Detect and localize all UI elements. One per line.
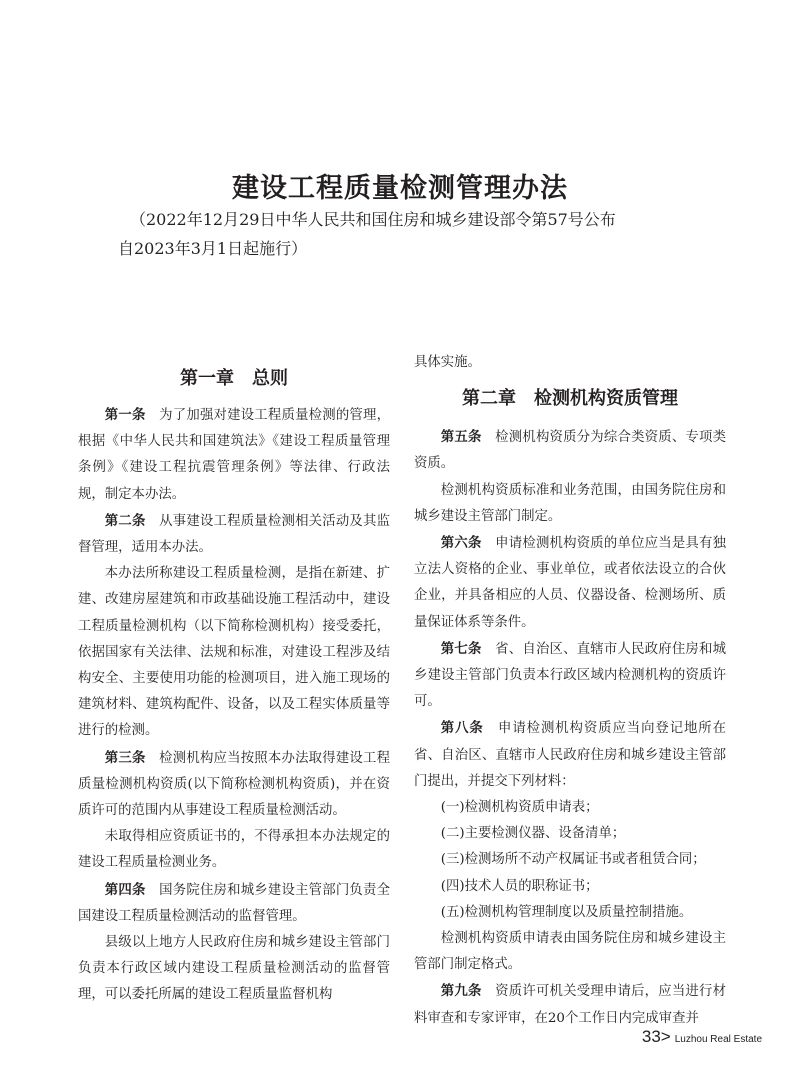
article-paragraph bbox=[414, 978, 726, 1031]
article-paragraph: 县级以上地方人民政府住房和城乡建设主管部门负责本行政区域内建设工程质量检测活动的监督管理，可以委托所属的建设工程质量监督机构 bbox=[78, 935, 390, 1003]
list-item: (三)检测场所不动产权属证书或者租赁合同； bbox=[440, 852, 706, 868]
article-label: 第九条 bbox=[440, 983, 482, 1000]
right-column bbox=[414, 350, 726, 1032]
article-label: 第二条 bbox=[104, 512, 146, 529]
article-label: 第三条 bbox=[104, 749, 146, 766]
chapter-heading: 第二章 检测机构资质管理 bbox=[462, 388, 678, 410]
article-paragraph bbox=[414, 424, 726, 477]
list-item: (一)检测机构资质申请表； bbox=[440, 800, 599, 816]
list-item: (四)技术人员的职称证书； bbox=[440, 878, 599, 894]
continuation-text: 具体实施。 bbox=[414, 355, 481, 370]
article-label: 第五条 bbox=[440, 429, 482, 446]
article-paragraph bbox=[78, 745, 390, 825]
article-label: 第六条 bbox=[440, 535, 482, 552]
left-column bbox=[78, 364, 390, 1009]
document-subtitle-line2: 自2023年3月1日起施行） bbox=[118, 239, 308, 258]
article-text: 省、自治区、直辖市人民政府住房和城乡建设主管部门负责本行政区域内检测机构的资质许可。 bbox=[414, 641, 727, 710]
article-text: 申请检测机构资质应当向登记地所在省、自治区、直辖市人民政府住房和城乡建设主管部门提出，并提交下列材料： bbox=[414, 721, 727, 789]
article-paragraph: 未取得相应资质证书的，不得承担本办法规定的建设工程质量检测业务。 bbox=[78, 829, 390, 871]
article-paragraph bbox=[78, 402, 390, 508]
article-paragraph bbox=[414, 715, 726, 795]
article-paragraph: 本办法所称建设工程质量检测，是指在新建、扩建、改建房屋建筑和市政基础设施工程活动中，建设工程质量检测机构（以下简称检测机构）接受委托，依据国家有关法律、法规和标准，对建设工程涉及结构安全、主要使用功能的检测项目，进入施工现场的建筑材料、建筑构配件、设备，以及工程实体质量等进行的检测。 bbox=[78, 566, 390, 739]
article-text: 申请检测机构资质的单位应当是具有独立法人资格的企业、事业单位，或者依法设立的合伙企业，并具备相应的人员、仪器设备、检测场所、质量保证体系等条件。 bbox=[414, 536, 727, 630]
document-title: 建设工程质量检测管理办法 bbox=[232, 173, 568, 204]
article-paragraph bbox=[414, 530, 726, 636]
document-subtitle-line1: （2022年12月29日中华人民共和国住房和城乡建设部令第57号公布 bbox=[130, 210, 616, 229]
list-item: (五)检测机构管理制度以及质量控制措施。 bbox=[440, 904, 693, 920]
article-text: 国务院住房和城乡建设主管部门负责全国建设工程质量检测活动的监督管理。 bbox=[78, 882, 391, 924]
article-paragraph bbox=[78, 877, 390, 930]
article-paragraph bbox=[414, 636, 726, 716]
article-text: 资质许可机关受理申请后，应当进行材料审查和专家评审，在20个工作日内完成审查并 bbox=[414, 984, 727, 1026]
article-paragraph bbox=[78, 508, 390, 561]
article-paragraph: 检测机构资质申请表由国务院住房和城乡建设主管部门制定格式。 bbox=[414, 931, 726, 973]
article-text: 从事建设工程质量检测相关活动及其监督管理，适用本办法。 bbox=[78, 513, 391, 556]
article-text: 检测机构资质分为综合类资质、专项类资质。 bbox=[414, 430, 727, 472]
chapter-heading: 第一章 总则 bbox=[180, 368, 288, 389]
page-number: 33> bbox=[641, 1027, 671, 1046]
article-label: 第八条 bbox=[440, 720, 484, 737]
list-item: (二)主要检测仪器、设备清单； bbox=[440, 826, 626, 842]
article-paragraph: 检测机构资质标准和业务范围，由国务院住房和城乡建设主管部门制定。 bbox=[414, 482, 726, 524]
article-text: 检测机构应当按照本办法取得建设工程质量检测机构资质(以下简称检测机构资质)，并在资质许可的范围内从事建设工程质量检测活动。 bbox=[78, 750, 391, 819]
page-footer bbox=[642, 1027, 762, 1047]
magazine-name: Luzhou Real Estate bbox=[674, 1034, 762, 1045]
article-text: 为了加强对建设工程质量检测的管理，根据《中华人民共和国建筑法》《建设工程质量管理条例》《建设工程抗震管理条例》等法律、行政法规，制定本办法。 bbox=[78, 408, 391, 502]
article-label: 第一条 bbox=[104, 407, 146, 423]
article-label: 第四条 bbox=[104, 881, 146, 898]
article-label: 第七条 bbox=[440, 640, 482, 657]
